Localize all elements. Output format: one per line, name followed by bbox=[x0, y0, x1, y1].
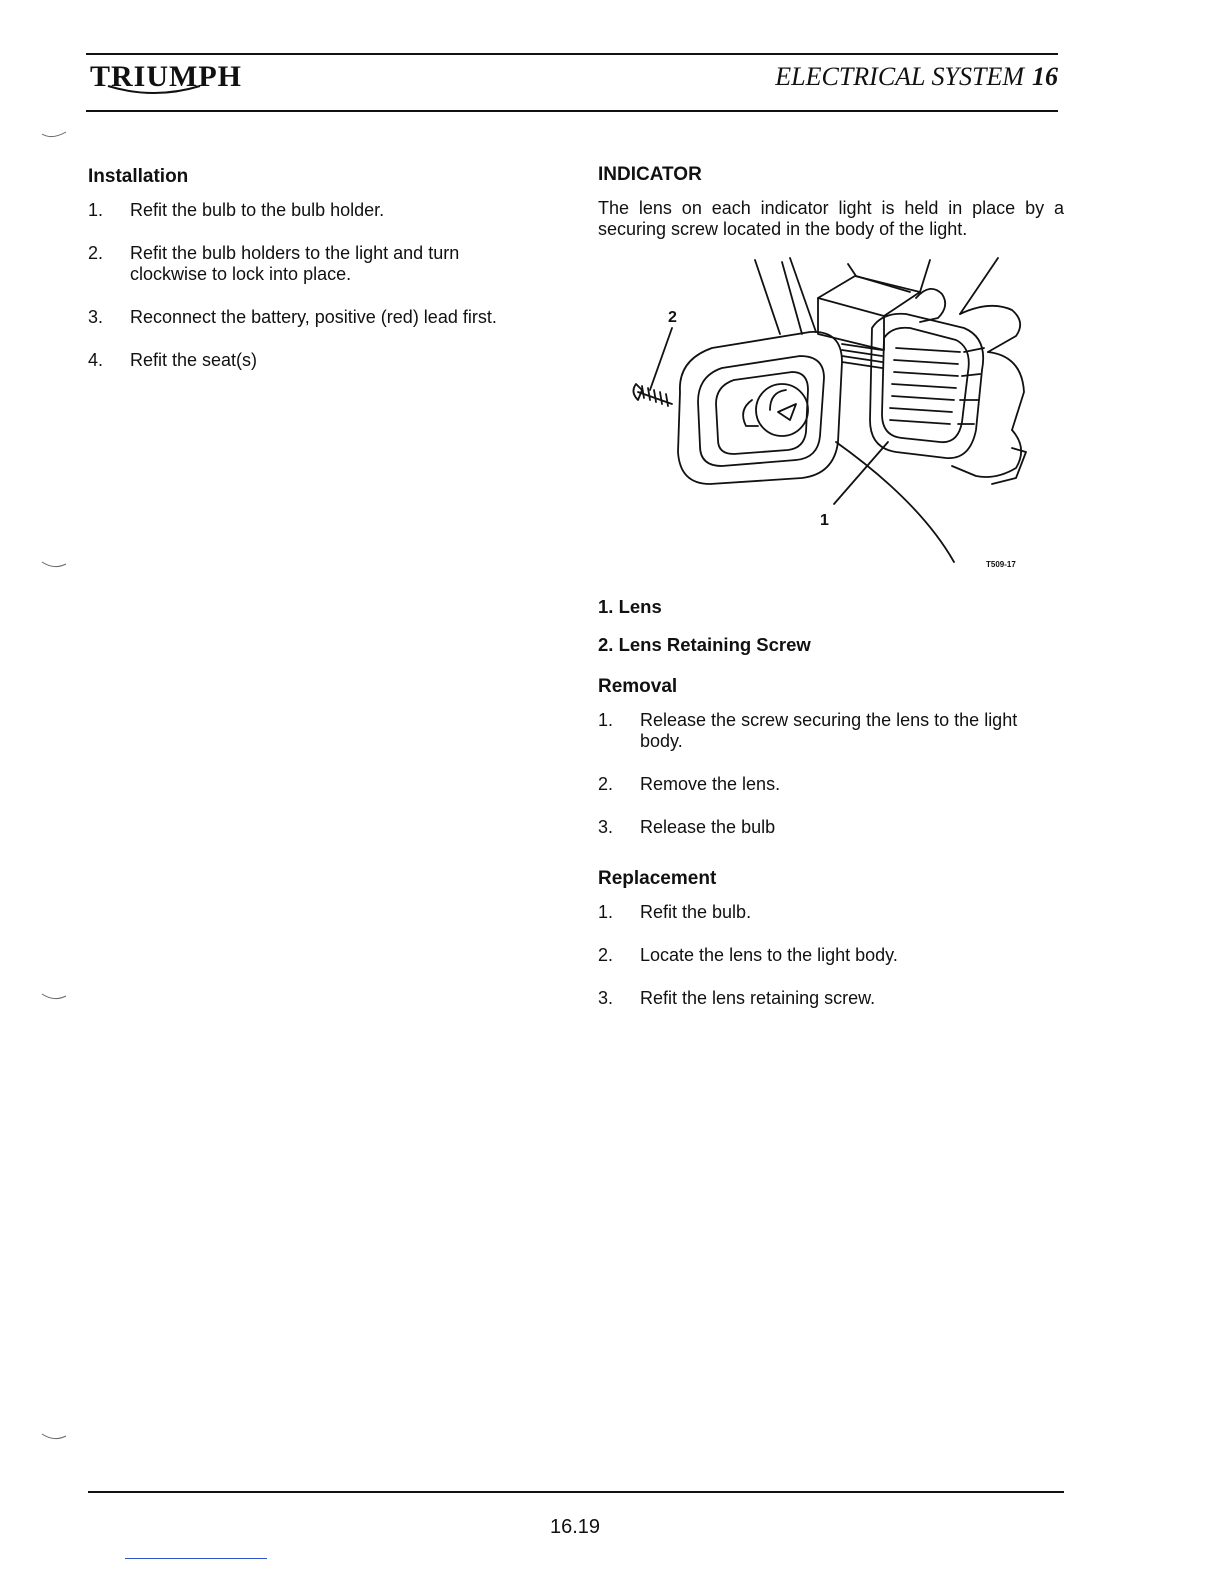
list-item bbox=[88, 200, 528, 221]
step-number: 3. bbox=[88, 307, 104, 327]
list-item bbox=[598, 902, 1064, 923]
step-number: 2. bbox=[88, 243, 104, 263]
step-text: Refit the bulb. bbox=[640, 902, 752, 922]
step-number: 3. bbox=[598, 988, 614, 1008]
step-number: 1. bbox=[88, 200, 104, 220]
step-number: 2. bbox=[598, 945, 614, 965]
indicator-heading: INDICATOR bbox=[598, 164, 702, 185]
list-item bbox=[598, 945, 1064, 966]
step-number: 2. bbox=[598, 774, 614, 794]
removal-heading: Removal bbox=[598, 676, 678, 697]
callout-2: 2 bbox=[668, 309, 677, 326]
removal-steps bbox=[598, 710, 1064, 838]
list-item bbox=[598, 710, 1064, 752]
step-number: 1. bbox=[598, 902, 614, 922]
margin-mark bbox=[40, 990, 70, 1004]
list-item bbox=[88, 307, 528, 328]
list-item bbox=[88, 350, 528, 371]
callout-1: 1 bbox=[820, 512, 829, 529]
step-text: Locate the lens to the light body. bbox=[640, 945, 898, 965]
installation-section bbox=[88, 166, 528, 393]
indicator-intro: The lens on each indicator light is held in place by a securing screw located in the body of the light. bbox=[598, 198, 1064, 239]
step-number: 3. bbox=[598, 817, 614, 837]
replacement-heading: Replacement bbox=[598, 868, 717, 889]
figure-reference: T509-17 bbox=[986, 560, 1016, 569]
margin-mark bbox=[40, 558, 70, 572]
list-item bbox=[598, 988, 1064, 1009]
section-title-text: ELECTRICAL SYSTEM bbox=[775, 62, 1024, 91]
step-text: Reconnect the battery, positive (red) lead first. bbox=[130, 307, 497, 327]
step-text: Release the bulb bbox=[640, 817, 776, 837]
page-number: 16.19 bbox=[550, 1516, 601, 1538]
step-text: Refit the lens retaining screw. bbox=[640, 988, 876, 1008]
logo-swoosh-icon bbox=[106, 84, 202, 98]
list-item bbox=[88, 243, 528, 285]
caption-lens: 1. Lens bbox=[598, 596, 662, 617]
step-text: Remove the lens. bbox=[640, 774, 781, 794]
header-top-rule bbox=[86, 53, 1058, 55]
footer-rule bbox=[88, 1491, 1064, 1493]
step-text: Refit the bulb holders to the light and turn clockwise to lock into place. bbox=[130, 243, 460, 284]
section-number: 16 bbox=[1032, 62, 1058, 91]
replacement-steps bbox=[598, 902, 1064, 1009]
step-number: 4. bbox=[88, 350, 104, 370]
margin-mark bbox=[40, 128, 70, 142]
installation-steps bbox=[88, 200, 528, 371]
caption-lens-retaining-screw: 2. Lens Retaining Screw bbox=[598, 634, 811, 655]
brand-logo: TRIUMPH bbox=[90, 60, 242, 93]
step-text: Refit the bulb to the bulb holder. bbox=[130, 200, 385, 220]
step-number: 1. bbox=[598, 710, 614, 730]
section-title bbox=[775, 62, 1058, 92]
header-bottom-rule bbox=[86, 110, 1058, 112]
list-item bbox=[598, 774, 1064, 795]
step-text: Release the screw securing the lens to the light body. bbox=[640, 710, 1018, 751]
installation-heading: Installation bbox=[88, 166, 189, 187]
list-item bbox=[598, 817, 1064, 838]
indicator-diagram bbox=[620, 252, 1040, 577]
step-text: Refit the seat(s) bbox=[130, 350, 258, 370]
footer-link-underline bbox=[125, 1558, 267, 1559]
margin-mark bbox=[40, 1430, 70, 1444]
